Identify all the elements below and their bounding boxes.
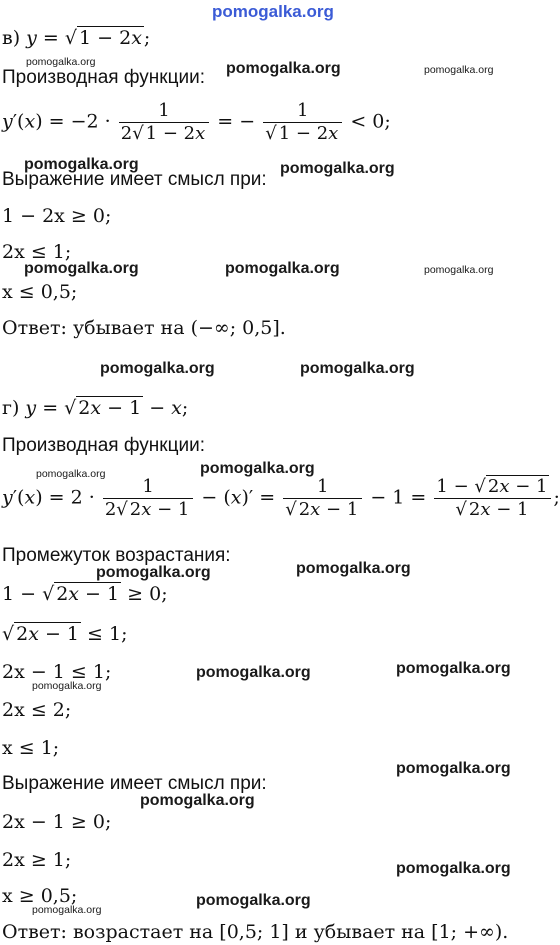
watermark: pomogalka.org [36, 468, 106, 480]
watermark: pomogalka.org [196, 892, 311, 909]
watermark: pomogalka.org [396, 660, 511, 677]
watermark: pomogalka.org [140, 792, 255, 809]
watermark: pomogalka.org [24, 156, 139, 173]
inequality: 2x ≤ 1; [2, 241, 72, 263]
part-g-derivative: y′(x) = 2 · $\frac{1}{2√ 2x - 1}$ − (x)′ = $\frac{1}{√ 2x - 1}$ − 1 = $\frac{1 - √ 2x - 1}{√ 2x - 1}$ ; [2, 476, 560, 520]
derivative-heading: Производная функции: [2, 67, 205, 88]
watermark: pomogalka.org [300, 360, 415, 377]
watermark: pomogalka.org [96, 564, 211, 581]
watermark: pomogalka.org [424, 64, 494, 76]
watermark: pomogalka.org [196, 664, 311, 681]
watermark: pomogalka.org [280, 160, 395, 177]
watermark: pomogalka.org [24, 260, 139, 277]
watermark: pomogalka.org [424, 264, 494, 276]
watermark: pomogalka.org [26, 56, 96, 68]
part-label: в) [2, 27, 21, 49]
watermark: pomogalka.org [100, 360, 215, 377]
inequality: x ≤ 0,5; [2, 281, 78, 303]
watermark: pomogalka.org [200, 460, 315, 477]
inequality: 2x − 1 ≤ 1; [2, 661, 112, 683]
inequality: 2x − 1 ≥ 0; [2, 811, 112, 833]
watermark: pomogalka.org [32, 904, 102, 916]
watermark: pomogalka.org [396, 860, 511, 877]
part-label: г) [2, 397, 20, 419]
derivative-heading: Производная функции: [2, 435, 205, 456]
inequality: 1 − 2x ≥ 0; [2, 205, 112, 227]
watermark: pomogalka.org [296, 560, 411, 577]
meaning-heading: Выражение имеет смысл при: [2, 773, 267, 794]
answer: Ответ: возрастает на [0,5; 1] и убывает на [1; +∞). [2, 921, 509, 943]
inequality: √ 2x − 1 ≤ 1; [2, 623, 128, 645]
watermark: pomogalka.org [212, 2, 334, 21]
meaning-heading: Выражение имеет смысл при: [2, 169, 267, 190]
inequality: 2x ≥ 1; [2, 849, 72, 871]
part-g-function: г) y = √ 2x − 1 − x; [2, 397, 189, 419]
watermark: pomogalka.org [396, 760, 511, 777]
answer: Ответ: убывает на (−∞; 0,5]. [2, 317, 286, 339]
part-v-derivative: y′(x) = −2 · $\frac{1}{2√ 1 - 2x}$ = − $\frac{1}{√ 1 - 2x}$ < 0; [2, 100, 391, 144]
inequality: x ≤ 1; [2, 737, 60, 759]
watermark: pomogalka.org [32, 680, 102, 692]
watermark: pomogalka.org [225, 260, 340, 277]
inequality: x ≥ 0,5; [2, 885, 78, 907]
increase-heading: Промежуток возрастания: [2, 545, 231, 566]
inequality: 2x ≤ 2; [2, 699, 72, 721]
inequality: 1 − √ 2x − 1 ≥ 0; [2, 583, 168, 605]
part-v-function: в) y = √ 1 − 2x ; [2, 27, 151, 49]
watermark: pomogalka.org [226, 60, 341, 77]
